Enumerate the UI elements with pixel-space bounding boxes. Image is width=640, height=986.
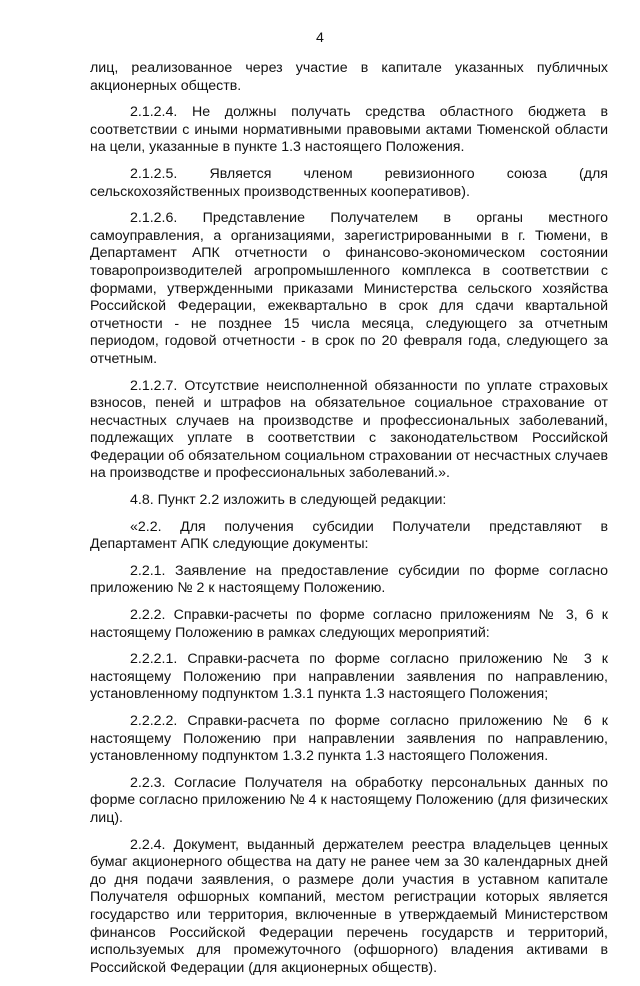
paragraph-continuation: лиц, реализованное через участие в капитале указанных публичных акционерных обществ.: [90, 60, 608, 94]
paragraph-2-2: «2.2. Для получения субсидии Получатели представляют в Департамент АПК следующие документы:: [90, 518, 608, 553]
paragraph-2-2-2-2: 2.2.2.2. Справки-расчета по форме согласно приложению № 6 к настоящему Положению при направлении заявления по направлению, установленному подпунктом 1.3.2 пункта 1.3 настоящего Положения.: [90, 713, 608, 765]
paragraph-2-1-2-6: 2.1.2.6. Представление Получателем в органы местного самоуправления, а организациями, зарегистрированными в г. Тюмени, в Департамент АПК отчетности о финансово-экономическом состоянии товаропроизводителей агропромышленного комплекса в соответствии с формами, утвержденными приказами Министерства сельского хозяйства Российской Федерации, ежеквартально в срок для сдачи квартальной отчетности - не позднее 15 числа месяца, следующего за отчетным периодом, годовой отчетности - в срок по 20 февраля года, следующего за отчетным.: [90, 210, 608, 367]
paragraph-2-1-2-4: 2.1.2.4. Не должны получать средства областного бюджета в соответствии с иными нормативными правовыми актами Тюменской области на цели, указанные в пункте 1.3 настоящего Положения.: [90, 104, 608, 156]
paragraph-2-1-2-7: 2.1.2.7. Отсутствие неисполненной обязанности по уплате страховых взносов, пеней и штрафов на обязательное социальное страхование от несчастных случаев на производстве и профессиональных заболеваний, подлежащих уплате в соответствии с законодательством Российской Федерации об обязательном социальном страховании от несчастных случаев на производстве и профессиональных заболеваний.».: [90, 377, 608, 482]
page-number: 4: [316, 30, 324, 46]
paragraph-2-2-1: 2.2.1. Заявление на предоставление субсидии по форме согласно приложению № 2 к настоящему Положению.: [90, 562, 608, 597]
paragraph-2-2-4: 2.2.4. Документ, выданный держателем реестра владельцев ценных бумаг акционерного общества на дату не ранее чем за 30 календарных дней до дня подачи заявления, о размере доли участия в уставном капитале Получателя офшорных компаний, местом регистрации которых является государство или территория, включенные в утверждаемый Министерством финансов Российской Федерации перечень государств и территорий, используемых для промежуточного (офшорного) владения активами в Российской Федерации (для акционерных обществ).: [90, 836, 608, 976]
document-body: [90, 60, 608, 986]
paragraph-2-2-2-1: 2.2.2.1. Справки-расчета по форме согласно приложению № 3 к настоящему Положению при направлении заявления по направлению, установленному подпунктом 1.3.1 пункта 1.3 настоящего Положения;: [90, 651, 608, 703]
paragraph-2-2-3: 2.2.3. Согласие Получателя на обработку персональных данных по форме согласно приложению № 4 к настоящему Положению (для физических лиц).: [90, 774, 608, 826]
paragraph-2-1-2-5: 2.1.2.5. Является членом ревизионного союза (для сельскохозяйственных производственных кооперативов).: [90, 165, 608, 200]
paragraph-4-8: 4.8. Пункт 2.2 изложить в следующей редакции:: [130, 492, 447, 509]
paragraph-2-2-2: 2.2.2. Справки-расчеты по форме согласно приложениям № 3, 6 к настоящему Положению в рамках следующих мероприятий:: [90, 607, 608, 641]
